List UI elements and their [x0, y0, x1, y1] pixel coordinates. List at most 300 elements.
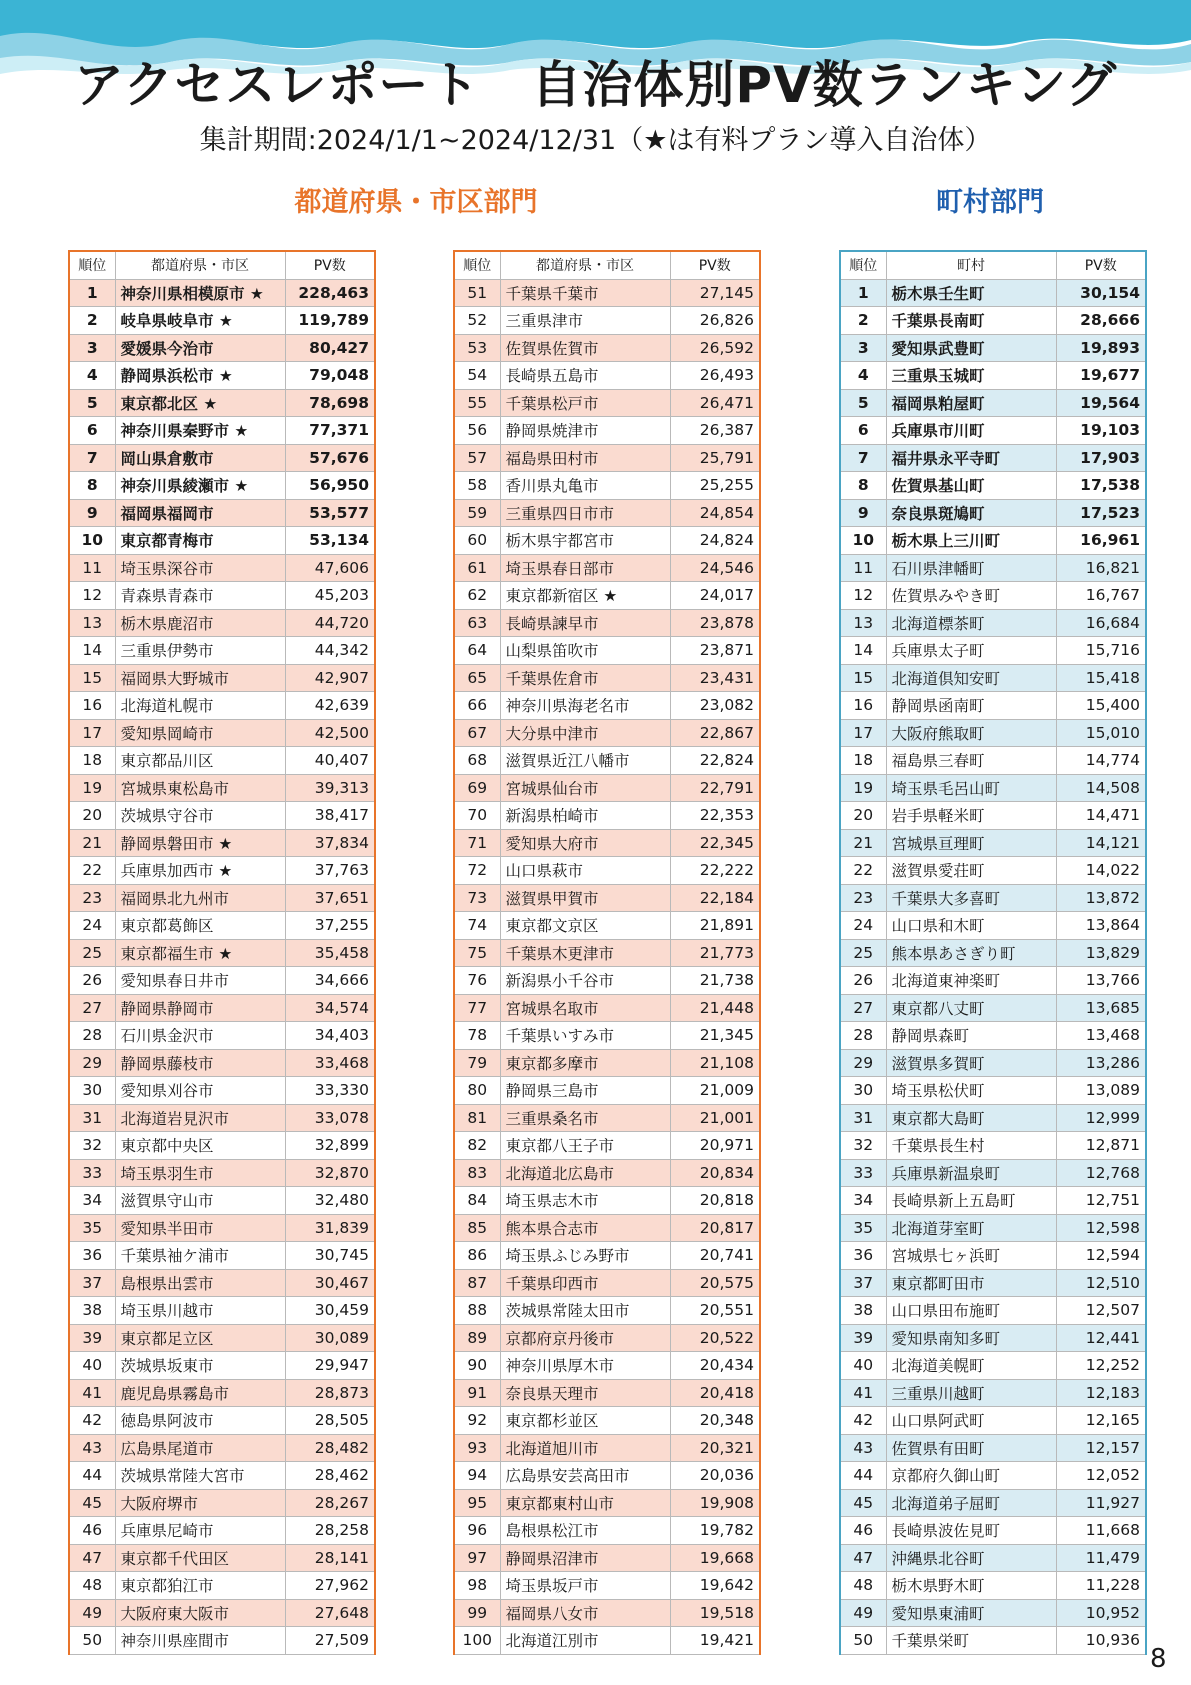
- municipality-cell: 石川県金沢市: [115, 1022, 285, 1050]
- pv-cell: 24,017: [670, 582, 760, 610]
- pv-cell: 37,255: [285, 912, 375, 940]
- pv-cell: 12,768: [1056, 1159, 1146, 1187]
- table-row: [69, 1489, 375, 1517]
- municipality-cell: 滋賀県甲賀市: [500, 884, 670, 912]
- municipality-cell: 佐賀県みやき町: [886, 582, 1056, 610]
- rank-cell: 1: [69, 279, 115, 307]
- pv-cell: 19,677: [1056, 362, 1146, 390]
- rank-cell: 30: [69, 1077, 115, 1105]
- table-row: [69, 1379, 375, 1407]
- pv-cell: 12,999: [1056, 1104, 1146, 1132]
- rank-cell: 17: [840, 719, 886, 747]
- municipality-cell: 神奈川県厚木市: [500, 1352, 670, 1380]
- rank-cell: 8: [840, 472, 886, 500]
- town-ranking-table: [839, 250, 1147, 1655]
- municipality-cell: 愛媛県今治市: [115, 334, 285, 362]
- header-municipality: 都道府県・市区: [500, 251, 670, 279]
- rank-cell: 98: [454, 1572, 500, 1600]
- pv-cell: 13,685: [1056, 994, 1146, 1022]
- municipality-cell: 福岡県八女市: [500, 1599, 670, 1627]
- rank-cell: 69: [454, 774, 500, 802]
- table-row: [840, 1599, 1146, 1627]
- table-row: [840, 1077, 1146, 1105]
- municipality-cell: 東京都多摩市: [500, 1049, 670, 1077]
- header-pv: PV数: [285, 251, 375, 279]
- table-row: [454, 1049, 760, 1077]
- rank-cell: 2: [69, 307, 115, 335]
- rank-cell: 38: [840, 1297, 886, 1325]
- pv-cell: 13,286: [1056, 1049, 1146, 1077]
- pv-cell: 19,518: [670, 1599, 760, 1627]
- table-row: [840, 334, 1146, 362]
- table-row: [840, 1489, 1146, 1517]
- pv-cell: 30,089: [285, 1324, 375, 1352]
- rank-cell: 60: [454, 527, 500, 555]
- pv-cell: 37,651: [285, 884, 375, 912]
- pv-cell: 45,203: [285, 582, 375, 610]
- rank-cell: 42: [840, 1407, 886, 1435]
- rank-cell: 17: [69, 719, 115, 747]
- pv-cell: 21,009: [670, 1077, 760, 1105]
- table-row: [454, 857, 760, 885]
- municipality-cell: 東京都東村山市: [500, 1489, 670, 1517]
- municipality-cell: 三重県津市: [500, 307, 670, 335]
- rank-cell: 13: [69, 609, 115, 637]
- table-row: [454, 664, 760, 692]
- pv-cell: 12,594: [1056, 1242, 1146, 1270]
- table-row: [840, 829, 1146, 857]
- municipality-cell: 神奈川県海老名市: [500, 692, 670, 720]
- table-row: [69, 279, 375, 307]
- municipality-cell: 福井県永平寺町: [886, 444, 1056, 472]
- table-row: [840, 1214, 1146, 1242]
- municipality-cell: 滋賀県多賀町: [886, 1049, 1056, 1077]
- pv-cell: 20,418: [670, 1379, 760, 1407]
- table-row: [69, 1049, 375, 1077]
- table-row: [69, 389, 375, 417]
- municipality-cell: 東京都足立区: [115, 1324, 285, 1352]
- municipality-cell: 千葉県袖ケ浦市: [115, 1242, 285, 1270]
- pv-cell: 26,592: [670, 334, 760, 362]
- rank-cell: 56: [454, 417, 500, 445]
- rank-cell: 77: [454, 994, 500, 1022]
- municipality-cell: 東京都千代田区: [115, 1544, 285, 1572]
- rank-cell: 20: [69, 802, 115, 830]
- table-row: [840, 1104, 1146, 1132]
- table-row: [454, 1269, 760, 1297]
- municipality-cell: 静岡県静岡市: [115, 994, 285, 1022]
- table-row: [454, 472, 760, 500]
- municipality-cell: 静岡県沼津市: [500, 1544, 670, 1572]
- table-row: [454, 802, 760, 830]
- municipality-cell: 千葉県松戸市: [500, 389, 670, 417]
- table-row: [840, 472, 1146, 500]
- table-row: [840, 637, 1146, 665]
- rank-cell: 37: [840, 1269, 886, 1297]
- rank-cell: 89: [454, 1324, 500, 1352]
- pv-cell: 20,818: [670, 1187, 760, 1215]
- table-row: [840, 1517, 1146, 1545]
- municipality-cell: 岐阜県岐阜市 ★: [115, 307, 285, 335]
- pv-cell: 26,387: [670, 417, 760, 445]
- municipality-cell: 福島県田村市: [500, 444, 670, 472]
- pv-cell: 10,936: [1056, 1627, 1146, 1655]
- pv-cell: 44,720: [285, 609, 375, 637]
- pv-cell: 19,642: [670, 1572, 760, 1600]
- table-row: [454, 307, 760, 335]
- pv-cell: 25,255: [670, 472, 760, 500]
- table-row: [454, 829, 760, 857]
- pv-cell: 23,431: [670, 664, 760, 692]
- header-pv: PV数: [670, 251, 760, 279]
- pv-cell: 11,479: [1056, 1544, 1146, 1572]
- pv-cell: 24,824: [670, 527, 760, 555]
- rank-cell: 22: [69, 857, 115, 885]
- municipality-cell: 神奈川県秦野市 ★: [115, 417, 285, 445]
- table-row: [69, 1434, 375, 1462]
- table-row: [69, 1407, 375, 1435]
- municipality-cell: 兵庫県加西市 ★: [115, 857, 285, 885]
- municipality-cell: 福岡県福岡市: [115, 499, 285, 527]
- pv-cell: 28,666: [1056, 307, 1146, 335]
- municipality-cell: 福岡県粕屋町: [886, 389, 1056, 417]
- municipality-cell: 熊本県あさぎり町: [886, 939, 1056, 967]
- rank-cell: 6: [69, 417, 115, 445]
- rank-cell: 72: [454, 857, 500, 885]
- pv-cell: 27,648: [285, 1599, 375, 1627]
- table-row: [69, 664, 375, 692]
- rank-cell: 88: [454, 1297, 500, 1325]
- municipality-cell: 静岡県藤枝市: [115, 1049, 285, 1077]
- municipality-cell: 京都府京丹後市: [500, 1324, 670, 1352]
- municipality-cell: 埼玉県松伏町: [886, 1077, 1056, 1105]
- rank-cell: 100: [454, 1627, 500, 1655]
- municipality-cell: 徳島県阿波市: [115, 1407, 285, 1435]
- table-row: [454, 912, 760, 940]
- municipality-cell: 静岡県焼津市: [500, 417, 670, 445]
- pv-cell: 47,606: [285, 554, 375, 582]
- rank-cell: 9: [69, 499, 115, 527]
- rank-cell: 66: [454, 692, 500, 720]
- rank-cell: 65: [454, 664, 500, 692]
- rank-cell: 19: [69, 774, 115, 802]
- rank-cell: 54: [454, 362, 500, 390]
- rank-cell: 6: [840, 417, 886, 445]
- municipality-cell: 島根県松江市: [500, 1517, 670, 1545]
- rank-cell: 33: [69, 1159, 115, 1187]
- table-row: [69, 1269, 375, 1297]
- rank-cell: 59: [454, 499, 500, 527]
- municipality-cell: 宮城県東松島市: [115, 774, 285, 802]
- pv-cell: 15,010: [1056, 719, 1146, 747]
- pv-cell: 27,145: [670, 279, 760, 307]
- table-row: [840, 1407, 1146, 1435]
- pv-cell: 42,639: [285, 692, 375, 720]
- rank-cell: 95: [454, 1489, 500, 1517]
- table-row: [454, 499, 760, 527]
- rank-cell: 71: [454, 829, 500, 857]
- rank-cell: 58: [454, 472, 500, 500]
- municipality-cell: 愛知県東浦町: [886, 1599, 1056, 1627]
- municipality-cell: 北海道北広島市: [500, 1159, 670, 1187]
- table-row: [69, 719, 375, 747]
- table-row: [840, 719, 1146, 747]
- table-row: [840, 1187, 1146, 1215]
- pv-cell: 30,459: [285, 1297, 375, 1325]
- table-row: [840, 1627, 1146, 1655]
- rank-cell: 32: [840, 1132, 886, 1160]
- rank-cell: 15: [69, 664, 115, 692]
- rank-cell: 52: [454, 307, 500, 335]
- municipality-cell: 三重県伊勢市: [115, 637, 285, 665]
- pv-cell: 17,523: [1056, 499, 1146, 527]
- pv-cell: 25,791: [670, 444, 760, 472]
- rank-cell: 34: [69, 1187, 115, 1215]
- table-row: [454, 527, 760, 555]
- pv-cell: 34,574: [285, 994, 375, 1022]
- pv-cell: 20,575: [670, 1269, 760, 1297]
- rank-cell: 41: [69, 1379, 115, 1407]
- pv-cell: 14,121: [1056, 829, 1146, 857]
- pv-cell: 37,834: [285, 829, 375, 857]
- table-row: [454, 1324, 760, 1352]
- pv-cell: 21,448: [670, 994, 760, 1022]
- pv-cell: 14,471: [1056, 802, 1146, 830]
- municipality-cell: 北海道江別市: [500, 1627, 670, 1655]
- table-row: [69, 802, 375, 830]
- rank-cell: 4: [840, 362, 886, 390]
- municipality-cell: 三重県四日市市: [500, 499, 670, 527]
- pv-cell: 10,952: [1056, 1599, 1146, 1627]
- table-row: [69, 1599, 375, 1627]
- table-row: [454, 994, 760, 1022]
- municipality-cell: 長崎県波佐見町: [886, 1517, 1056, 1545]
- table-row: [69, 747, 375, 775]
- table-row: [69, 1324, 375, 1352]
- municipality-cell: 東京都町田市: [886, 1269, 1056, 1297]
- municipality-cell: 兵庫県尼崎市: [115, 1517, 285, 1545]
- header-rank: 順位: [69, 251, 115, 279]
- municipality-cell: 神奈川県相模原市 ★: [115, 279, 285, 307]
- pv-cell: 30,467: [285, 1269, 375, 1297]
- pv-cell: 28,873: [285, 1379, 375, 1407]
- pv-cell: 35,458: [285, 939, 375, 967]
- rank-cell: 36: [69, 1242, 115, 1270]
- table-row: [454, 554, 760, 582]
- rank-cell: 5: [840, 389, 886, 417]
- rank-cell: 90: [454, 1352, 500, 1380]
- table-row: [840, 1242, 1146, 1270]
- pv-cell: 27,962: [285, 1572, 375, 1600]
- municipality-cell: 埼玉県深谷市: [115, 554, 285, 582]
- municipality-cell: 埼玉県坂戸市: [500, 1572, 670, 1600]
- pv-cell: 23,878: [670, 609, 760, 637]
- header-rank: 順位: [840, 251, 886, 279]
- rank-cell: 33: [840, 1159, 886, 1187]
- municipality-cell: 岡山県倉敷市: [115, 444, 285, 472]
- pv-cell: 15,400: [1056, 692, 1146, 720]
- city-ranking-table-2: [453, 250, 761, 1655]
- table-row: [840, 1572, 1146, 1600]
- table-row: [69, 1352, 375, 1380]
- pv-cell: 78,698: [285, 389, 375, 417]
- rank-cell: 75: [454, 939, 500, 967]
- pv-cell: 24,854: [670, 499, 760, 527]
- municipality-cell: 北海道倶知安町: [886, 664, 1056, 692]
- pv-cell: 20,817: [670, 1214, 760, 1242]
- table-row: [454, 884, 760, 912]
- municipality-cell: 東京都八王子市: [500, 1132, 670, 1160]
- rank-cell: 26: [840, 967, 886, 995]
- rank-cell: 94: [454, 1462, 500, 1490]
- municipality-cell: 静岡県浜松市 ★: [115, 362, 285, 390]
- municipality-cell: 茨城県常陸太田市: [500, 1297, 670, 1325]
- rank-cell: 25: [69, 939, 115, 967]
- table-row: [840, 912, 1146, 940]
- pv-cell: 79,048: [285, 362, 375, 390]
- rank-cell: 10: [840, 527, 886, 555]
- table-row: [454, 1104, 760, 1132]
- pv-cell: 15,716: [1056, 637, 1146, 665]
- rank-cell: 96: [454, 1517, 500, 1545]
- table-row: [69, 472, 375, 500]
- municipality-cell: 埼玉県羽生市: [115, 1159, 285, 1187]
- rank-cell: 40: [69, 1352, 115, 1380]
- rank-cell: 27: [69, 994, 115, 1022]
- municipality-cell: 東京都新宿区 ★: [500, 582, 670, 610]
- table-row: [840, 664, 1146, 692]
- table-row: [454, 1489, 760, 1517]
- municipality-cell: 島根県出雲市: [115, 1269, 285, 1297]
- rank-cell: 16: [840, 692, 886, 720]
- municipality-cell: 千葉県いすみ市: [500, 1022, 670, 1050]
- pv-cell: 20,434: [670, 1352, 760, 1380]
- municipality-cell: 静岡県函南町: [886, 692, 1056, 720]
- table-row: [69, 1104, 375, 1132]
- municipality-cell: 滋賀県愛荘町: [886, 857, 1056, 885]
- municipality-cell: 東京都青梅市: [115, 527, 285, 555]
- municipality-cell: 大阪府熊取町: [886, 719, 1056, 747]
- rank-cell: 50: [69, 1627, 115, 1655]
- table-row: [454, 967, 760, 995]
- table-row: [69, 554, 375, 582]
- table-row: [840, 1544, 1146, 1572]
- municipality-cell: 兵庫県市川町: [886, 417, 1056, 445]
- pv-cell: 19,908: [670, 1489, 760, 1517]
- rank-cell: 18: [840, 747, 886, 775]
- rank-cell: 67: [454, 719, 500, 747]
- pv-cell: 19,668: [670, 1544, 760, 1572]
- table-row: [840, 967, 1146, 995]
- table-row: [69, 499, 375, 527]
- pv-cell: 13,872: [1056, 884, 1146, 912]
- pv-cell: 14,022: [1056, 857, 1146, 885]
- table-row: [840, 1049, 1146, 1077]
- pv-cell: 33,078: [285, 1104, 375, 1132]
- municipality-cell: 山口県田布施町: [886, 1297, 1056, 1325]
- rank-cell: 50: [840, 1627, 886, 1655]
- pv-cell: 21,001: [670, 1104, 760, 1132]
- municipality-cell: 静岡県磐田市 ★: [115, 829, 285, 857]
- rank-cell: 35: [69, 1214, 115, 1242]
- pv-cell: 21,891: [670, 912, 760, 940]
- pv-cell: 22,791: [670, 774, 760, 802]
- municipality-cell: 京都府久御山町: [886, 1462, 1056, 1490]
- municipality-cell: 愛知県岡崎市: [115, 719, 285, 747]
- pv-cell: 17,903: [1056, 444, 1146, 472]
- rank-cell: 91: [454, 1379, 500, 1407]
- rank-cell: 83: [454, 1159, 500, 1187]
- pv-cell: 13,766: [1056, 967, 1146, 995]
- table-row: [454, 1132, 760, 1160]
- rank-cell: 62: [454, 582, 500, 610]
- municipality-cell: 山梨県笛吹市: [500, 637, 670, 665]
- table-row: [69, 334, 375, 362]
- rank-cell: 99: [454, 1599, 500, 1627]
- pv-cell: 32,870: [285, 1159, 375, 1187]
- pv-cell: 28,482: [285, 1434, 375, 1462]
- rank-cell: 92: [454, 1407, 500, 1435]
- rank-cell: 2: [840, 307, 886, 335]
- municipality-cell: 長崎県新上五島町: [886, 1187, 1056, 1215]
- report-title: アクセスレポート 自治体別PV数ランキング: [73, 56, 1118, 114]
- rank-cell: 7: [840, 444, 886, 472]
- pv-cell: 21,773: [670, 939, 760, 967]
- municipality-cell: 奈良県天理市: [500, 1379, 670, 1407]
- municipality-cell: 東京都中央区: [115, 1132, 285, 1160]
- municipality-cell: 広島県尾道市: [115, 1434, 285, 1462]
- rank-cell: 5: [69, 389, 115, 417]
- municipality-cell: 静岡県森町: [886, 1022, 1056, 1050]
- municipality-cell: 東京都大島町: [886, 1104, 1056, 1132]
- pv-cell: 28,267: [285, 1489, 375, 1517]
- pv-cell: 20,348: [670, 1407, 760, 1435]
- pv-cell: 20,036: [670, 1462, 760, 1490]
- municipality-cell: 福岡県大野城市: [115, 664, 285, 692]
- municipality-cell: 千葉県大多喜町: [886, 884, 1056, 912]
- pv-cell: 34,666: [285, 967, 375, 995]
- municipality-cell: 三重県桑名市: [500, 1104, 670, 1132]
- municipality-cell: 奈良県斑鳩町: [886, 499, 1056, 527]
- table-row: [840, 884, 1146, 912]
- table-row: [454, 1159, 760, 1187]
- table-row: [454, 1379, 760, 1407]
- table-row: [840, 802, 1146, 830]
- pv-cell: 20,834: [670, 1159, 760, 1187]
- municipality-cell: 愛知県春日井市: [115, 967, 285, 995]
- table-row: [840, 1132, 1146, 1160]
- table-row: [454, 1599, 760, 1627]
- pv-cell: 32,899: [285, 1132, 375, 1160]
- rank-cell: 21: [69, 829, 115, 857]
- municipality-cell: 神奈川県座間市: [115, 1627, 285, 1655]
- rank-cell: 44: [840, 1462, 886, 1490]
- pv-cell: 12,510: [1056, 1269, 1146, 1297]
- table-row: [454, 444, 760, 472]
- municipality-cell: 香川県丸亀市: [500, 472, 670, 500]
- pv-cell: 22,184: [670, 884, 760, 912]
- table-row: [69, 912, 375, 940]
- table-row: [69, 1627, 375, 1655]
- table-row: [69, 692, 375, 720]
- municipality-cell: 埼玉県毛呂山町: [886, 774, 1056, 802]
- municipality-cell: 埼玉県川越市: [115, 1297, 285, 1325]
- municipality-cell: 長崎県諫早市: [500, 609, 670, 637]
- rank-cell: 40: [840, 1352, 886, 1380]
- rank-cell: 45: [840, 1489, 886, 1517]
- table-row: [69, 1462, 375, 1490]
- pv-cell: 21,345: [670, 1022, 760, 1050]
